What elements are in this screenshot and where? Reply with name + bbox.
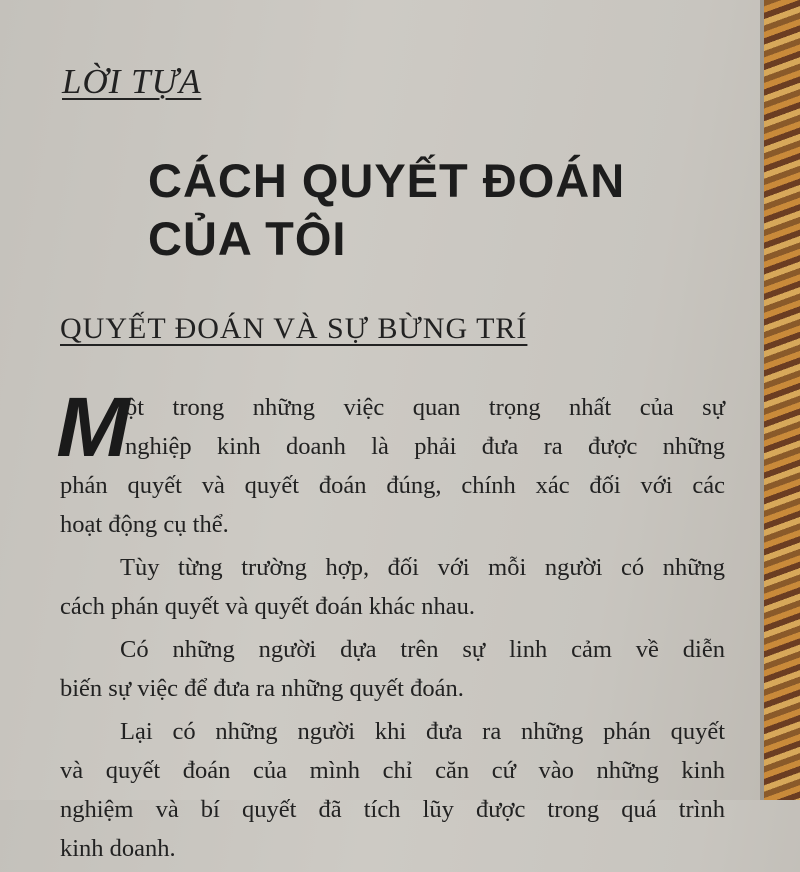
- text-line: kinh doanh.: [60, 835, 176, 862]
- text-line: ột trong những việc quan trọng nhất của sự: [125, 394, 725, 421]
- chapter-title-line: CÁCH QUYẾT ĐOÁN: [148, 154, 626, 207]
- text-line: biến sự việc để đưa ra những quyết đoán.: [60, 675, 464, 702]
- paragraph: [60, 630, 725, 708]
- text-line: Tùy từng trường hợp, đối với mỗi người có những: [120, 554, 725, 581]
- text-line: nghiệp kinh doanh là phải đưa ra được những: [125, 433, 725, 460]
- subheading: QUYẾT ĐOÁN VÀ SỰ BỪNG TRÍ: [60, 312, 528, 345]
- text-line: hoạt động cụ thể.: [60, 511, 229, 538]
- text-line: và quyết đoán của mình chỉ căn cứ vào những kinh: [60, 757, 725, 784]
- chapter-title: [148, 152, 625, 268]
- body-text: [56, 380, 725, 872]
- paragraph: [60, 388, 725, 544]
- text-line: nghiệm và bí quyết đã tích lũy được trong quá trình: [60, 796, 725, 823]
- text-line: Lại có những người khi đưa ra những phán quyết: [120, 718, 725, 745]
- text-line: cách phán quyết và quyết đoán khác nhau.: [60, 593, 475, 620]
- paragraph: [60, 712, 725, 868]
- section-label: LỜI TỰA: [62, 62, 202, 101]
- paragraph: [60, 548, 725, 626]
- text-line: Có những người dựa trên sự linh cảm về diễn: [120, 636, 725, 663]
- text-line: phán quyết và quyết đoán đúng, chính xác đối với các: [60, 472, 725, 499]
- background-fabric: [764, 0, 800, 800]
- chapter-title-line: CỦA TÔI: [148, 212, 347, 265]
- drop-cap: M: [56, 380, 130, 474]
